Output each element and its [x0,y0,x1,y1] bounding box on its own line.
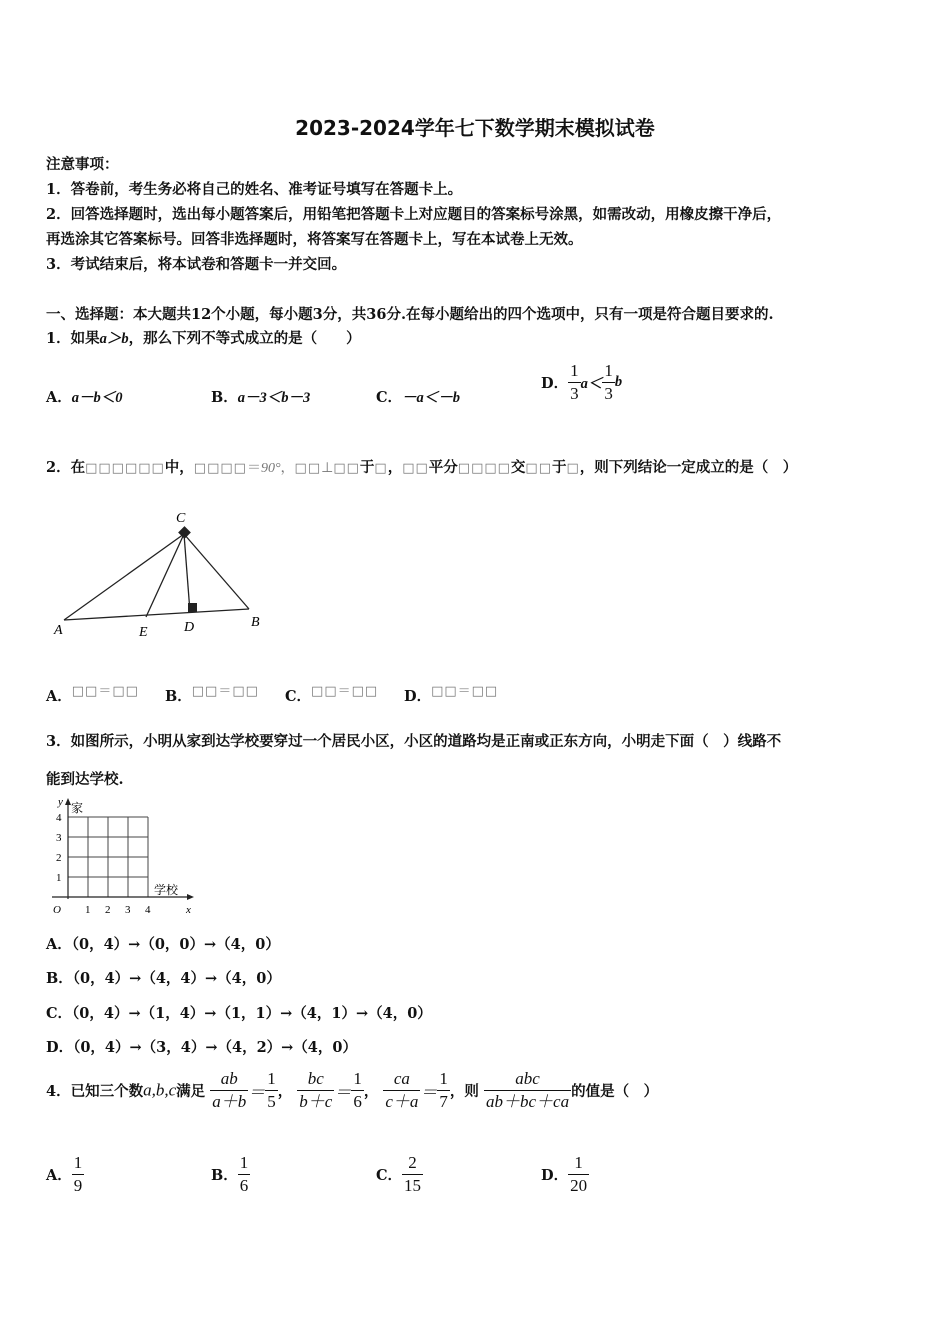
q4-option-a: A． $\frac{1}{9}$ [46,1153,83,1195]
segment-ce [146,534,184,617]
grid-figure [44,795,204,920]
q1-option-a: A．a－b＜0 [46,389,123,406]
grid-lines [68,817,148,897]
x-tick: 1 [85,904,91,916]
fraction: $\frac{ca}{c+a}$ [385,1069,419,1111]
y-tick: 2 [56,852,62,864]
y-tick: 1 [56,872,62,884]
q1-option-d: D． $\frac{1}{3}$ a＜ $\frac{1}{3}$ b [541,361,623,403]
home-label: 家 [71,801,84,815]
q4-option-b: B． $\frac{1}{6}$ [211,1153,249,1195]
segment-cd [184,534,190,612]
notes-heading: 注意事项： [46,156,119,173]
q4-option-c: C． $\frac{2}{15}$ [376,1153,422,1195]
note-item: 1．答卷前，考生务必将自己的姓名、准考证号填写在答题卡上。 [46,181,463,198]
fraction: $\frac{2}{15}$ [404,1153,422,1195]
q3-option-c: C．（0，4）→（1，4）→（1，1）→（4，1）→（4，0） [46,1005,432,1022]
school-label: 学校 [154,883,179,897]
section-heading: 一、选择题：本大题共12个小题，每小题3分，共36分.在每小题给出的四个选项中，只有一项是符合题目要求的. [46,306,774,323]
x-axis-arrow [187,894,194,900]
math-placeholder: □□ [294,461,322,476]
fraction: $\frac{ab}{a+b}$ [212,1069,247,1111]
y-tick: 4 [56,812,62,824]
label-b: B [251,615,260,630]
x-tick: 3 [125,904,131,916]
q2-option-b: B．□□＝□□ [165,684,259,705]
note-item: 3．考试结束后，将本试卷和答题卡一并交回。 [46,256,347,273]
label-a: A [54,623,63,638]
q1-option-b: B．a－3＜b－3 [211,389,311,406]
question-4-stem: 4．已知三个数a,b,c满足 $\frac{ab}{a+b}$ ＝ $\frac{1}{5}$ ， $\frac{bc}{b+c}$ ＝ $\frac{1}{6}$ ， $\frac{ca}{c+a}$ ＝ $\frac{1}{7}$ ，则 $\frac{\text{abc}}{ab+bc+ca}$ 的值是（ ） [46,1069,659,1111]
label-d: D [184,620,195,635]
q2-option-d: D．□□＝□□ [404,684,499,705]
fraction: $\frac{1}{7}$ [439,1069,448,1111]
origin-label: O [53,904,61,916]
q3-option-b: B．（0，4）→（4，4）→（4，0） [46,970,281,987]
fraction: $\frac{1}{3}$ [604,361,613,403]
right-angle-mark-d [188,603,197,612]
x-axis-label: x [186,904,191,916]
fraction: $\frac{1}{3}$ [570,361,579,403]
q2-option-c: C．□□＝□□ [285,684,379,705]
label-e: E [139,625,148,640]
note-item: 2．回答选择题时，选出每小题答案后，用铅笔把答题卡上对应题目的答案标号涂黑，如需改动，用橡皮擦干净后， [46,206,782,223]
q3-option-a: A．（0，4）→（0，0）→（4，0） [46,936,280,953]
question-1-stem: 1．如果a＞b，那么下列不等式成立的是（ ） [46,330,361,347]
y-tick: 3 [56,832,62,844]
note-item: 再选涂其它答案标号。回答非选择题时，将答案写在答题卡上，写在本试卷上无效。 [46,231,583,248]
fraction: $\frac{1}{5}$ [267,1069,276,1111]
side-cb [184,534,249,609]
x-tick: 4 [145,904,151,916]
side-ac [64,534,184,620]
question-3-stem-line2: 能到达学校. [46,771,124,788]
q2-option-a: A．□□＝□□ [46,684,139,705]
question-2-stem: 2．在□□□□□□中，□□□□＝90°，□□⊥□□于□，□□平分□□□□交□□于□，则下列结论一定成立的是（ ） [46,459,798,476]
fraction: $\frac{1}{9}$ [73,1153,83,1195]
fraction: $\frac{1}{20}$ [570,1153,588,1195]
math-placeholder: □□ [333,461,360,476]
math-placeholder: □□□□□□ [85,461,165,476]
math-placeholder: □ [374,461,388,476]
page-title: 2023-2024学年七下数学期末模拟试卷 [295,116,655,140]
math-placeholder: □□□□ [457,461,511,476]
q1-option-c: C．－a＜－b [376,389,461,406]
fraction: $\frac{bc}{b+c}$ [299,1069,333,1111]
math-placeholder: □ [566,461,580,476]
question-3-stem-line1: 3．如图所示，小明从家到达学校要穿过一个居民小区，小区的道路均是正南或正东方向，小明走下面（ ）线路不 [46,733,782,750]
y-axis-label: y [58,796,63,808]
fraction: $\frac{1}{6}$ [353,1069,362,1111]
triangle-figure [44,500,272,645]
q4-option-d: D． $\frac{1}{20}$ [541,1153,588,1195]
math-placeholder: □□□□ [193,461,247,476]
label-c: C [176,511,186,526]
x-tick: 2 [105,904,111,916]
side-ab [64,609,249,620]
math-placeholder: □□ [525,461,552,476]
fraction: $\frac{\text{abc}}{ab+bc+ca}$ [485,1069,570,1111]
math-placeholder: □□ [402,461,429,476]
fraction: $\frac{1}{6}$ [239,1153,249,1195]
q3-option-d: D．（0，4）→（3，4）→（4，2）→（4，0） [46,1039,357,1056]
